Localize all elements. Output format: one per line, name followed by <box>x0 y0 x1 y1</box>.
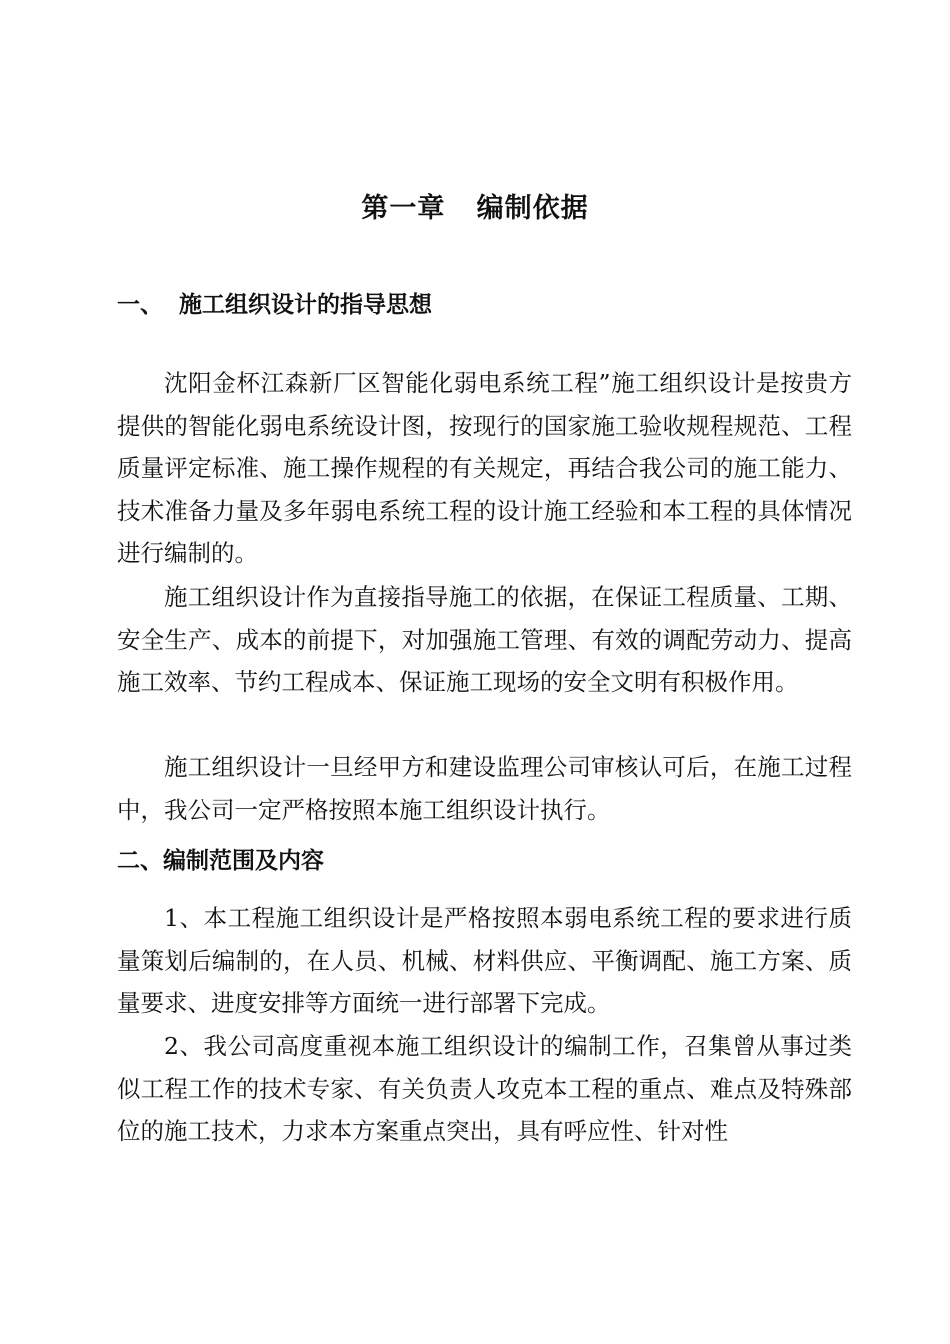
section-heading-scope: 二、编制范围及内容 <box>117 848 324 874</box>
chapter-title: 第一章 编制依据 <box>361 193 589 224</box>
section-heading-guiding-idea: 一、 施工组织设计的指导思想 <box>117 292 433 318</box>
paragraph: 1、本工程施工组织设计是严格按照本弱电系统工程的要求进行质量策划后编制的，在人员、机械、材料供应、平衡调配、施工方案、质量要求、进度安排等方面统一进行部署下完成。 <box>117 904 852 1017</box>
paragraph: 施工组织设计一旦经甲方和建设监理公司审核认可后，在施工过程中，我公司一定严格按照本施工组织设计执行。 <box>117 753 852 824</box>
paragraph: 施工组织设计作为直接指导施工的依据，在保证工程质量、工期、安全生产、成本的前提下，对加强施工管理、有效的调配劳动力、提高施工效率、节约工程成本、保证施工现场的安全文明有积极作用。 <box>117 583 852 696</box>
paragraph: 沈阳金杯江森新厂区智能化弱电系统工程”施工组织设计是按贵方提供的智能化弱电系统设计图，按现行的国家施工验收规程规范、工程质量评定标准、施工操作规程的有关规定，再结合我公司的施工能力、技术准备力量及多年弱电系统工程的设计施工经验和本工程的具体情况进行编制的。 <box>117 369 852 567</box>
paragraph: 2、我公司高度重视本施工组织设计的编制工作，召集曾从事过类似工程工作的技术专家、有关负责人攻克本工程的重点、难点及特殊部位的施工技术，力求本方案重点突出，具有呼应性、针对性 <box>117 1032 852 1145</box>
